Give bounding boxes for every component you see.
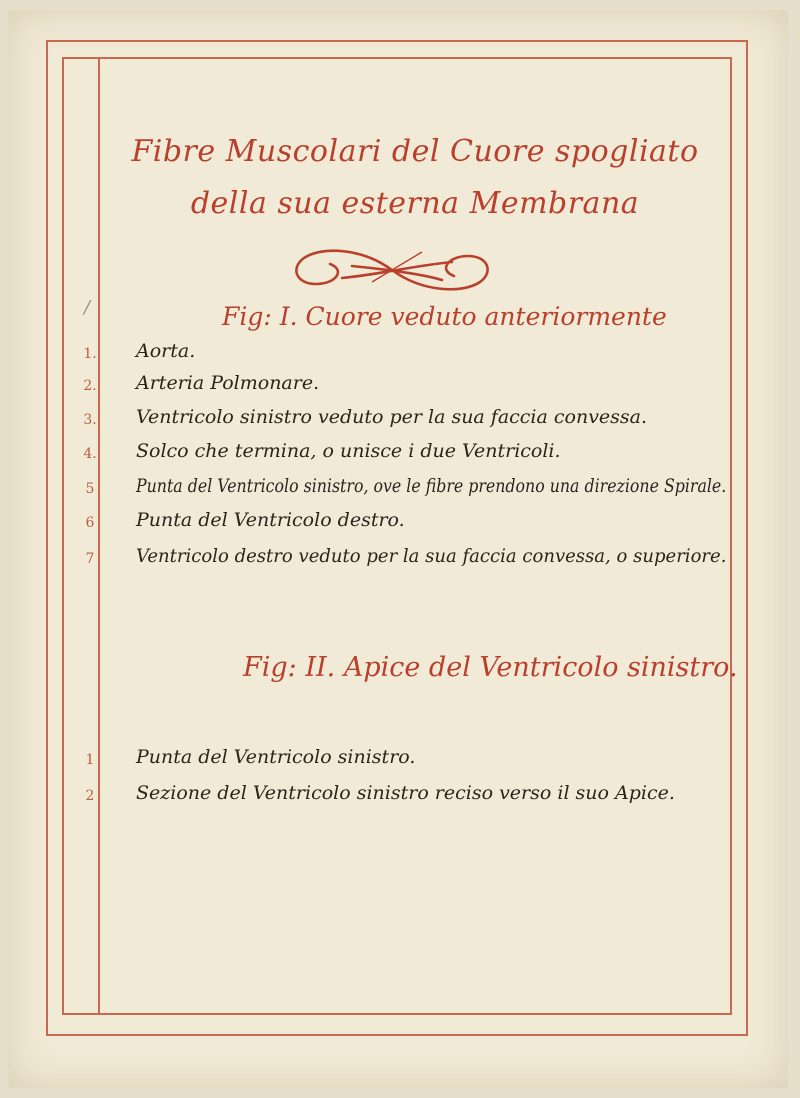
- item-text: Arteria Polmonare.: [136, 372, 320, 394]
- list-item: [70, 780, 730, 814]
- item-text: Ventricolo destro veduto per la sua faccia convessa, o superiore.: [136, 545, 727, 567]
- item-text: Ventricolo sinistro veduto per la sua faccia convessa.: [136, 406, 648, 428]
- list-item: [70, 338, 730, 372]
- list-item: [70, 370, 730, 404]
- list-item: [70, 507, 730, 541]
- item-number: 4.: [83, 446, 97, 462]
- item-number: 6: [85, 515, 95, 531]
- item-number: 2.: [83, 378, 97, 394]
- fig1-heading: Fig: I. Cuore veduto anteriormente: [222, 302, 667, 331]
- item-text: Aorta.: [136, 340, 196, 362]
- item-number: 2: [85, 788, 95, 804]
- list-item: [70, 473, 730, 507]
- margin-mark: /: [84, 297, 91, 318]
- fig2-heading: Fig: II. Apice del Ventricolo sinistro.: [243, 652, 738, 683]
- page-title: Fibre Muscolari del Cuore spogliato della sua esterna Membrana: [131, 134, 699, 221]
- item-text: Punta del Ventricolo sinistro, ove le fibre prendono una direzione Spirale.: [136, 475, 727, 497]
- list-item: [70, 404, 730, 438]
- item-number: 1.: [83, 346, 97, 362]
- item-text: Punta del Ventricolo destro.: [136, 509, 405, 531]
- item-number: 5: [85, 481, 95, 497]
- list-item: [70, 744, 730, 778]
- list-item: [70, 543, 730, 577]
- item-number: 1: [85, 752, 95, 768]
- item-number: 7: [85, 551, 95, 567]
- item-text: Solco che termina, o unisce i due Ventricoli.: [136, 440, 561, 462]
- item-number: 3.: [83, 412, 97, 428]
- item-text: Sezione del Ventricolo sinistro reciso verso il suo Apice.: [136, 782, 675, 804]
- calligraphic-flourish-icon: [282, 240, 502, 300]
- item-text: Punta del Ventricolo sinistro.: [136, 746, 416, 768]
- list-item: [70, 438, 730, 472]
